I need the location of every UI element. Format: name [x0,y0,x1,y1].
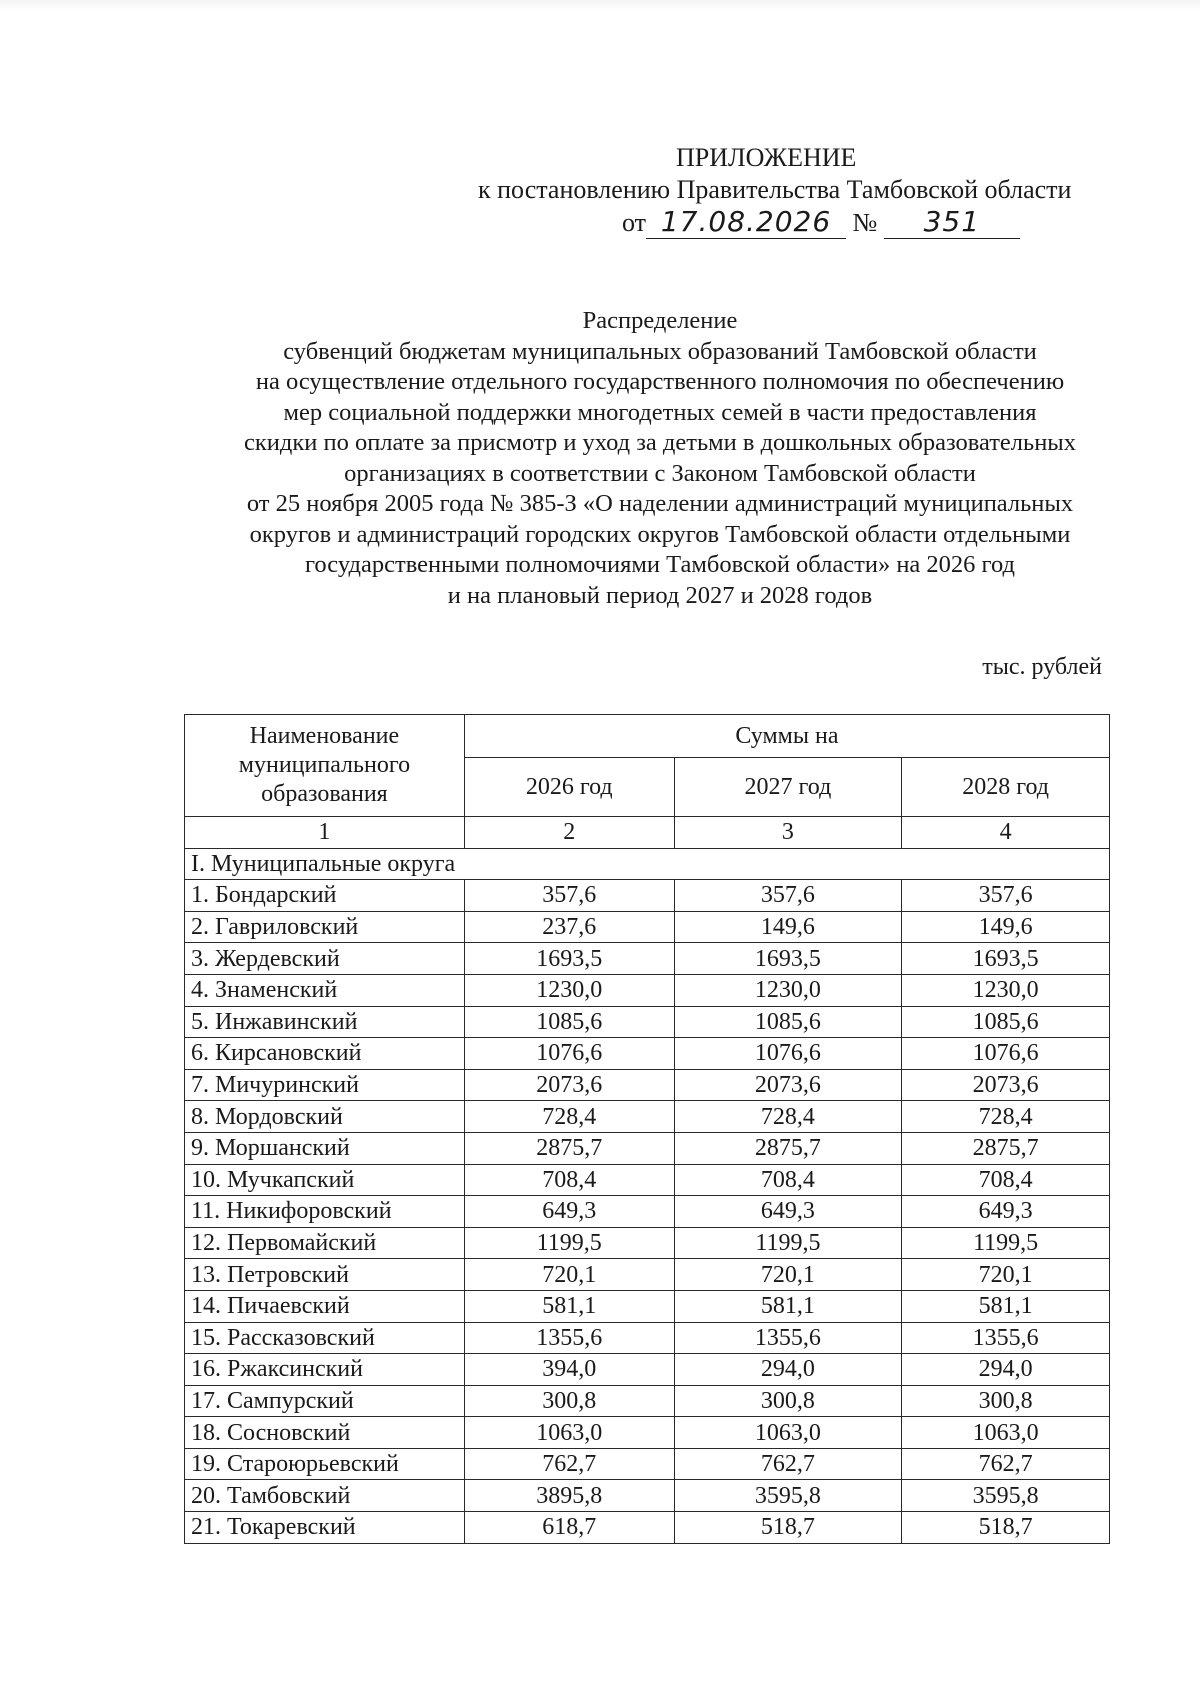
heading-line: и на плановый период 2027 и 2028 годов [447,581,873,609]
value-2028: 149,6 [902,911,1110,943]
municipality-name: 21. Токаревский [185,1512,465,1544]
value-2028: 300,8 [902,1385,1110,1417]
value-2027: 2875,7 [674,1132,902,1164]
value-2028: 357,6 [902,880,1110,912]
value-2028: 1693,5 [902,943,1110,975]
municipality-name: 15. Рассказовский [185,1322,465,1354]
value-2027: 357,6 [674,880,902,912]
appendix-reference: к постановлению Правительства Тамбовской области [478,175,1072,204]
value-2027: 762,7 [674,1448,902,1480]
municipality-name: 18. Сосновский [185,1417,465,1449]
value-2026: 1693,5 [464,943,674,975]
table-row [185,1385,1110,1417]
value-2028: 294,0 [902,1354,1110,1386]
value-2026: 357,6 [464,880,674,912]
value-2026: 762,7 [464,1448,674,1480]
appendix-block [470,142,1110,239]
value-2027: 1355,6 [674,1322,902,1354]
municipality-name: 19. Староюрьевский [185,1448,465,1480]
municipality-name: 1. Бондарский [185,880,465,912]
value-2028: 1199,5 [902,1227,1110,1259]
table-row [185,1322,1110,1354]
header-sums-cell: Суммы на [464,715,1109,758]
table-row [185,1417,1110,1449]
value-2027: 2073,6 [674,1069,902,1101]
value-2026: 1085,6 [464,1006,674,1038]
table-row [185,1196,1110,1228]
value-2027: 518,7 [674,1512,902,1544]
municipality-name: 17. Сампурский [185,1385,465,1417]
table-row [185,880,1110,912]
number-prefix: № [852,208,878,237]
municipality-name: 13. Петровский [185,1259,465,1291]
table-header-row [185,715,1110,758]
value-2028: 1085,6 [902,1006,1110,1038]
section-title: I. Муниципальные округа [185,848,1110,880]
municipality-name: 5. Инжавинский [185,1006,465,1038]
table-row [185,1448,1110,1480]
value-2027: 1199,5 [674,1227,902,1259]
value-2026: 1230,0 [464,974,674,1006]
value-2027: 708,4 [674,1164,902,1196]
municipality-name: 7. Мичуринский [185,1069,465,1101]
value-2027: 1230,0 [674,974,902,1006]
table-row [185,1164,1110,1196]
value-2027: 649,3 [674,1196,902,1228]
value-2027: 1085,6 [674,1006,902,1038]
distribution-table [184,714,1110,1544]
table-row [185,1354,1110,1386]
heading-line: скидки по оплате за присмотр и уход за детьми в дошкольных образовательных [243,429,1077,456]
value-2026: 394,0 [464,1354,674,1386]
table-row [185,1069,1110,1101]
table-row [185,1290,1110,1322]
heading-line: мер социальной поддержки многодетных семей в части предоставления [283,398,1037,426]
value-2027: 149,6 [674,911,902,943]
section-row [185,848,1110,880]
heading-line: организациях в соответствии с Законом Тамбовской области [344,459,976,487]
municipality-name: 10. Мучкапский [185,1164,465,1196]
value-2026: 237,6 [464,911,674,943]
value-2027: 720,1 [674,1259,902,1291]
date-prefix: от [622,208,647,237]
value-2026: 3895,8 [464,1480,674,1512]
column-number-row [185,817,1110,849]
municipality-name: 3. Жердевский [185,943,465,975]
value-2027: 3595,8 [674,1480,902,1512]
value-2028: 1076,6 [902,1038,1110,1070]
column-number: 2 [464,817,674,849]
value-2027: 294,0 [674,1354,902,1386]
value-2028: 728,4 [902,1101,1110,1133]
table-row [185,1512,1110,1544]
value-2027: 300,8 [674,1385,902,1417]
heading-line: на осуществление отдельного государственного полномочия по обеспечению [255,368,1065,395]
value-2028: 708,4 [902,1164,1110,1196]
appendix-date-line [622,206,1110,239]
value-2026: 581,1 [464,1290,674,1322]
municipality-name: 14. Пичаевский [185,1290,465,1322]
heading-line: Распределение [582,307,738,334]
value-2027: 1076,6 [674,1038,902,1070]
municipality-name: 6. Кирсановский [185,1038,465,1070]
municipality-name: 20. Тамбовский [185,1480,465,1512]
document-heading [180,306,1140,611]
value-2026: 728,4 [464,1101,674,1133]
value-2026: 720,1 [464,1259,674,1291]
value-2026: 618,7 [464,1512,674,1544]
table-row [185,1132,1110,1164]
value-2026: 300,8 [464,1385,674,1417]
handwritten-date: 17.08.2026 [646,206,846,239]
handwritten-number: 351 [884,206,1020,239]
value-2028: 649,3 [902,1196,1110,1228]
value-2026: 1063,0 [464,1417,674,1449]
value-2026: 1355,6 [464,1322,674,1354]
table-row [185,1101,1110,1133]
appendix-title: ПРИЛОЖЕНИЕ [676,143,857,172]
table-row [185,974,1110,1006]
value-2028: 1063,0 [902,1417,1110,1449]
heading-line: округов и администраций городских округов Тамбовской области отдельными [249,520,1071,548]
municipality-name: 4. Знаменский [185,974,465,1006]
value-2027: 1063,0 [674,1417,902,1449]
value-2028: 1230,0 [902,974,1110,1006]
value-2028: 2073,6 [902,1069,1110,1101]
header-year-2026: 2026 год [464,758,674,817]
municipality-name: 11. Никифоровский [185,1196,465,1228]
column-number: 3 [674,817,902,849]
header-year-2027: 2027 год [674,758,902,817]
value-2028: 720,1 [902,1259,1110,1291]
value-2026: 1199,5 [464,1227,674,1259]
value-2028: 518,7 [902,1512,1110,1544]
heading-line: от 25 ноября 2005 года № 385-З «О наделении администраций муниципальных [246,490,1074,517]
value-2028: 3595,8 [902,1480,1110,1512]
value-2026: 2875,7 [464,1132,674,1164]
table-row [185,911,1110,943]
header-name-cell: Наименование муниципального образования [185,715,465,817]
value-2028: 762,7 [902,1448,1110,1480]
municipality-name: 16. Ржаксинский [185,1354,465,1386]
value-2027: 728,4 [674,1101,902,1133]
table-row [185,1480,1110,1512]
column-number: 4 [902,817,1110,849]
value-2028: 581,1 [902,1290,1110,1322]
table-row [185,943,1110,975]
table-row [185,1227,1110,1259]
municipality-name: 2. Гавриловский [185,911,465,943]
value-2028: 1355,6 [902,1322,1110,1354]
table-row [185,1038,1110,1070]
value-2027: 1693,5 [674,943,902,975]
column-number: 1 [185,817,465,849]
value-2027: 581,1 [674,1290,902,1322]
units-label: тыс. рублей [982,654,1102,680]
municipality-name: 12. Первомайский [185,1227,465,1259]
value-2026: 649,3 [464,1196,674,1228]
table-row [185,1006,1110,1038]
municipality-name: 8. Мордовский [185,1101,465,1133]
header-year-2028: 2028 год [902,758,1110,817]
heading-line: государственными полномочиями Тамбовской области» на 2026 год [304,551,1016,578]
value-2028: 2875,7 [902,1132,1110,1164]
value-2026: 2073,6 [464,1069,674,1101]
value-2026: 708,4 [464,1164,674,1196]
municipality-name: 9. Моршанский [185,1132,465,1164]
value-2026: 1076,6 [464,1038,674,1070]
scan-edge [0,0,1200,10]
table-row [185,1259,1110,1291]
heading-line: субвенций бюджетам муниципальных образований Тамбовской области [283,337,1037,365]
